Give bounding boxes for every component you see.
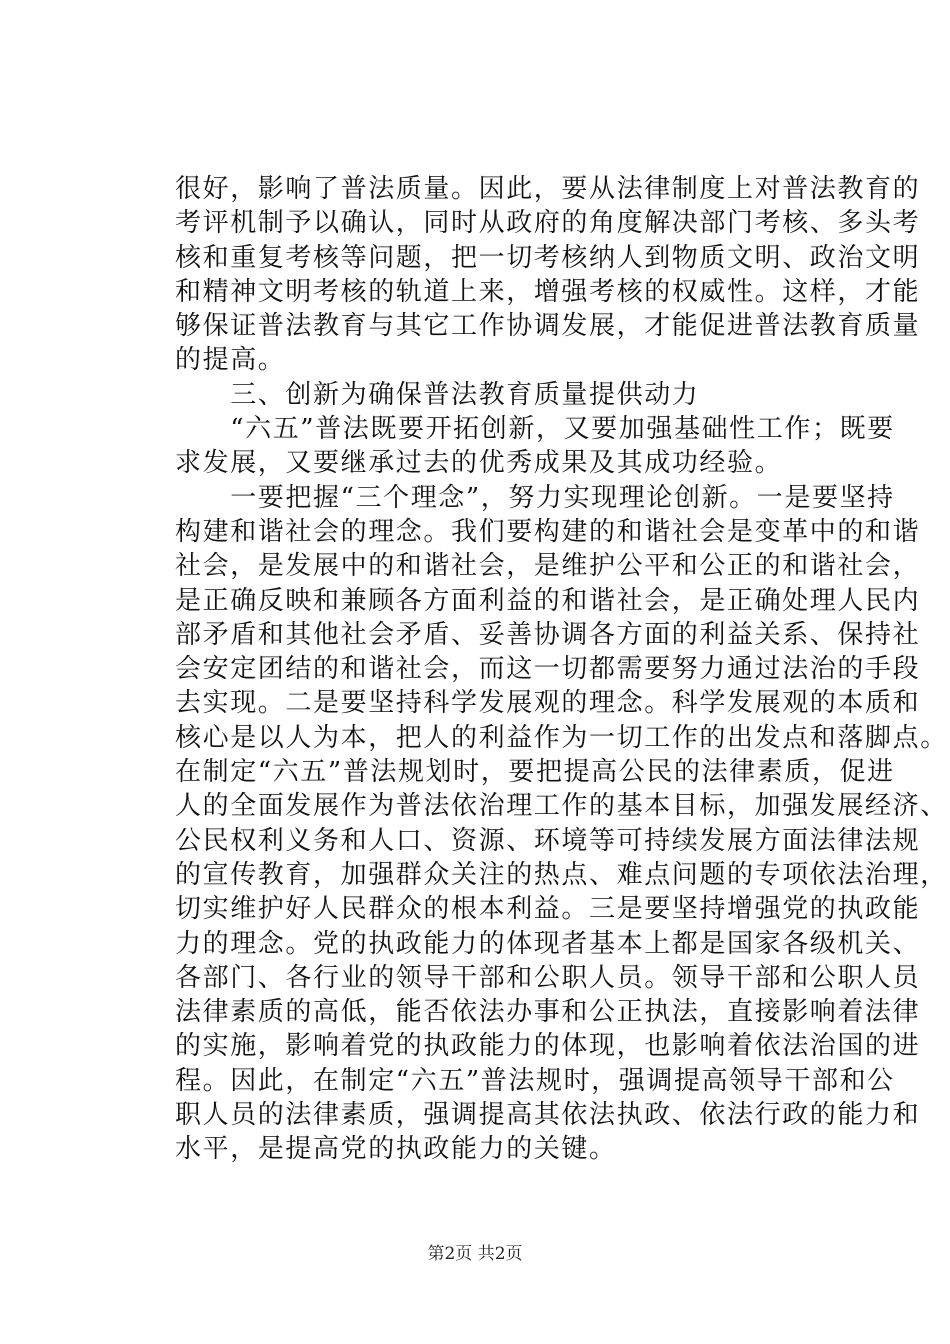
text-line: 够保证普法教育与其它工作协调发展，才能促进普法教育质量: [175, 311, 921, 342]
text-line: 构建和谐社会的理念。我们要构建的和谐社会是变革中的和谐: [175, 516, 921, 547]
text-line: 核和重复考核等问题，把一切考核纳人到物质文明、政治文明: [175, 242, 921, 273]
text-line: 核心是以人为本，把人的利益作为一切工作的出发点和落脚点。: [175, 722, 948, 753]
text-line: 很好，影响了普法质量。因此，要从法律制度上对普法教育的: [175, 174, 921, 204]
text-line: 公民权利义务和人口、资源、环境等可持续发展方面法律法规: [175, 825, 921, 856]
text-line: 各部门、各行业的领导干部和公职人员。领导干部和公职人员: [175, 962, 921, 993]
text-line: 考评机制予以确认，同时从政府的角度解决部门考核、多头考: [175, 208, 921, 239]
text-line: 的实施，影响着党的执政能力的体现，也影响着依法治国的进: [175, 1031, 921, 1062]
text-line: 一要把握“三个理念”，努力实现理论创新。一是要坚持: [175, 482, 895, 513]
text-line: 的宣传教育，加强群众关注的热点、难点问题的专项依法治理，: [175, 859, 948, 890]
text-line: 的提高。: [175, 345, 286, 376]
text-line: 求发展，又要继承过去的优秀成果及其成功经验。: [175, 448, 783, 479]
text-line: 职人员的法律素质，强调提高其依法执政、依法行政的能力和: [175, 1100, 921, 1131]
body-text: [175, 172, 948, 1167]
text-line: 会安定团结的和谐社会，而这一切都需要努力通过法治的手段: [175, 654, 921, 685]
text-line: 力的理念。党的执政能力的体现者基本上都是国家各级机关、: [175, 928, 921, 959]
text-line: 水平，是提高党的执政能力的关键。: [175, 1134, 617, 1165]
text-line: 程。因此，在制定“六五”普法规时，强调提高领导干部和公: [175, 1065, 895, 1096]
text-line: 是正确反映和兼顾各方面利益的和谐社会，是正确处理人民内: [175, 585, 921, 616]
text-line: 在制定“六五”普法规划时，要把提高公民的法律素质，促进: [175, 757, 895, 788]
text-line: “六五”普法既要开拓创新，又要加强基础性工作；既要: [175, 414, 895, 445]
text-line: 和精神文明考核的轨道上来，增强考核的权威性。这样，才能: [175, 276, 921, 307]
text-line: 去实现。二是要坚持科学发展观的理念。科学发展观的本质和: [175, 688, 921, 719]
text-line: 部矛盾和其他社会矛盾、妥善协调各方面的利益关系、保持社: [175, 619, 921, 650]
text-line: 法律素质的高低，能否依法办事和公正执法，直接影响着法律: [175, 997, 921, 1028]
section-heading: 三、创新为确保普法教育质量提供动力: [175, 379, 700, 410]
text-line: 社会，是发展中的和谐社会，是维护公平和公正的和谐社会，: [175, 551, 921, 582]
text-line: 切实维护好人民群众的根本利益。三是要坚持增强党的执政能: [175, 894, 921, 925]
text-line: 人的全面发展作为普法依治理工作的基本目标，加强发展经济、: [175, 791, 948, 822]
page-number: 第2页 共2页: [427, 1244, 523, 1264]
page-footer: [0, 1242, 950, 1266]
